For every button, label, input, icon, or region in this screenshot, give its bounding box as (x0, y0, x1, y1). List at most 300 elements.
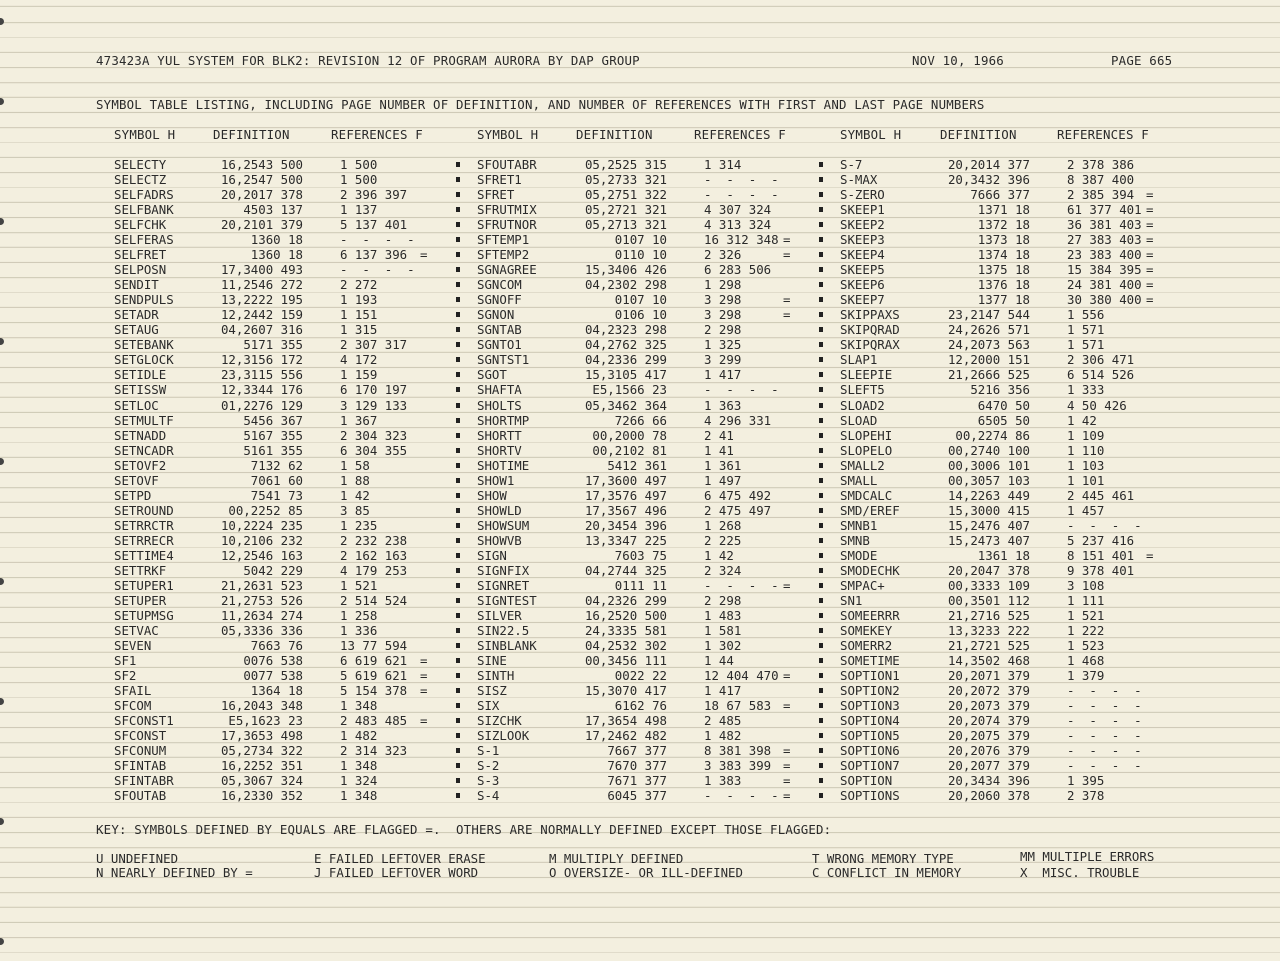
symbol-references: - - - - (1067, 683, 1142, 699)
symbol-name: SIN22.5 (477, 622, 530, 638)
listing-subtitle: SYMBOL TABLE LISTING, INCLUDING PAGE NUMBER OF DEFINITION, AND NUMBER OF REFERENCES WITH FIRST AND LAST PAGE NUMBERS (96, 97, 985, 112)
symbol-definition: 1364 18 (250, 683, 303, 699)
legend-conflict-memory: C CONFLICT IN MEMORY (812, 865, 962, 880)
symbol-references: 1 88 (340, 472, 370, 488)
symbol-name: SOPTION1 (840, 668, 900, 684)
symbol-references: 24 381 400 (1067, 277, 1142, 293)
symbol-definition: 7541 73 (250, 487, 303, 503)
table-row (0, 459, 1280, 474)
symbol-definition: 15,3070 417 (584, 683, 667, 699)
symbol-flag: = (783, 577, 791, 593)
symbol-definition: 0076 538 (243, 653, 303, 669)
symbol-definition: 12,2442 159 (220, 307, 303, 323)
symbol-definition: 20,2014 377 (947, 157, 1030, 172)
symbol-name: SETAUG (114, 322, 159, 338)
symbol-name: SFINTAB (114, 758, 167, 774)
symbol-definition: 24,3335 581 (584, 622, 667, 638)
symbol-references: 30 380 400 (1067, 292, 1142, 308)
symbol-references: 1 333 (1067, 382, 1105, 398)
table-row (0, 759, 1280, 774)
symbol-definition: 6162 76 (614, 698, 667, 714)
symbol-name: SOPTION2 (840, 683, 900, 699)
symbol-references: 2 385 394 (1067, 187, 1135, 203)
symbol-definition: 7061 60 (250, 472, 303, 488)
symbol-references: 6 170 197 (340, 382, 408, 398)
table-row (0, 564, 1280, 579)
symbol-definition: 00,3057 103 (947, 472, 1030, 488)
symbol-name: SETOVF2 (114, 457, 167, 473)
symbol-name: SKEEP1 (840, 202, 885, 218)
symbol-references: - - - - (340, 232, 415, 248)
symbol-references: 1 159 (340, 367, 378, 383)
symbol-definition: E5,1566 23 (592, 382, 667, 398)
symbol-name: SETADR (114, 307, 159, 323)
col-definition-header: DEFINITION (940, 127, 1017, 142)
table-row (0, 353, 1280, 368)
symbol-references: 2 378 386 (1067, 157, 1135, 172)
symbol-references: 2 396 397 (340, 187, 408, 203)
symbol-references: 1 235 (340, 517, 378, 533)
symbol-name: SETIDLE (114, 367, 167, 383)
symbol-name: SETPD (114, 487, 152, 503)
table-row (0, 188, 1280, 203)
symbol-flag: = (1146, 187, 1154, 203)
symbol-name: SOMEKEY (840, 622, 893, 638)
symbol-references: - - - - (340, 262, 415, 278)
symbol-name: SETVAC (114, 622, 159, 638)
symbol-references: 13 77 594 (340, 638, 408, 653)
legend-multiply-defined: M MULTIPLY DEFINED (549, 851, 684, 866)
symbol-definition: 04,2744 325 (584, 562, 667, 578)
symbol-name: SINE (477, 653, 507, 669)
table-row (0, 549, 1280, 564)
symbol-references: - - - - (1067, 728, 1142, 744)
symbol-references: 1 500 (340, 172, 378, 188)
symbol-name: SETISSW (114, 382, 167, 398)
table-row (0, 383, 1280, 398)
symbol-references: 1 482 (704, 728, 742, 744)
symbol-name: SKEEP6 (840, 277, 885, 293)
symbol-flag: = (1146, 547, 1154, 563)
symbol-definition: 4503 137 (243, 202, 303, 218)
symbol-name: SKEEP3 (840, 232, 885, 248)
table-row (0, 338, 1280, 353)
symbol-name: SFAIL (114, 683, 152, 699)
symbol-definition: 1375 18 (977, 262, 1030, 278)
symbol-name: SOPTION6 (840, 743, 900, 759)
symbol-references: 16 312 348 (704, 232, 779, 248)
symbol-flag: = (1146, 202, 1154, 218)
table-row (0, 579, 1280, 594)
symbol-definition: 23,2147 544 (947, 307, 1030, 323)
symbol-name: SKIPQRAX (840, 337, 900, 353)
symbol-definition: 04,2302 298 (584, 277, 667, 293)
symbol-definition: 13,2222 195 (220, 292, 303, 308)
symbol-definition: 6505 50 (977, 412, 1030, 428)
symbol-definition: 16,2043 348 (220, 698, 303, 714)
symbol-name: SETLOC (114, 397, 159, 413)
symbol-name: SMD/EREF (840, 502, 900, 518)
symbol-name: SIZLOOK (477, 728, 530, 744)
table-row (0, 594, 1280, 609)
symbol-name: SHORTV (477, 442, 522, 458)
symbol-name: SIX (477, 698, 500, 714)
symbol-definition: 04,2532 302 (584, 638, 667, 653)
symbol-definition: 20,2060 378 (947, 788, 1030, 804)
symbol-references: 1 395 (1067, 773, 1105, 789)
symbol-references: 1 523 (1067, 638, 1105, 653)
symbol-references: 8 151 401 (1067, 547, 1135, 563)
legend-misc-trouble: X MISC. TROUBLE (1020, 865, 1140, 880)
symbol-name: SGNAGREE (477, 262, 537, 278)
legend-failed-word: J FAILED LEFTOVER WORD (314, 865, 479, 880)
symbol-name: SHAFTA (477, 382, 522, 398)
symbol-name: S-1 (477, 743, 500, 759)
symbol-definition: 6045 377 (607, 788, 667, 804)
symbol-name: SFCONUM (114, 743, 167, 759)
symbol-flag: = (783, 758, 791, 774)
symbol-references: 2 272 (340, 277, 378, 293)
symbol-name: SMPAC+ (840, 577, 885, 593)
symbol-references: 2 162 163 (340, 547, 408, 563)
symbol-definition: 6470 50 (977, 397, 1030, 413)
symbol-references: 15 384 395 (1067, 262, 1142, 278)
symbol-references: - - - - (1067, 758, 1142, 774)
table-row (0, 429, 1280, 444)
symbol-references: 1 348 (340, 758, 378, 774)
symbol-definition: 05,2733 321 (584, 172, 667, 188)
table-row (0, 519, 1280, 534)
symbol-references: 5 619 621 (340, 668, 408, 684)
symbol-name: S-3 (477, 773, 500, 789)
symbol-name: SILVER (477, 607, 522, 623)
symbol-references: 1 222 (1067, 622, 1105, 638)
symbol-definition: 04,2323 298 (584, 322, 667, 338)
symbol-flag: = (420, 683, 428, 699)
table-row (0, 684, 1280, 699)
symbol-name: SLOPELO (840, 442, 893, 458)
table-row (0, 263, 1280, 278)
symbol-definition: 20,3454 396 (584, 517, 667, 533)
symbol-name: SELFRET (114, 247, 167, 263)
symbol-name: SLOPEHI (840, 427, 893, 443)
symbol-definition: 17,3400 493 (220, 262, 303, 278)
symbol-references: 3 85 (340, 502, 370, 518)
symbol-name: SGNCOM (477, 277, 522, 293)
symbol-references: - - - - (704, 382, 779, 398)
symbol-definition: 00,2274 86 (955, 427, 1030, 443)
symbol-references: 2 41 (704, 427, 734, 443)
symbol-name: SOPTION3 (840, 698, 900, 714)
table-row (0, 308, 1280, 323)
symbol-name: SETUPMSG (114, 607, 174, 623)
table-row (0, 714, 1280, 729)
symbol-name: SHOWLD (477, 502, 522, 518)
symbol-references: 1 58 (340, 457, 370, 473)
symbol-name: SETROUND (114, 502, 174, 518)
page-number: PAGE 665 (1111, 53, 1173, 68)
symbol-definition: 05,2721 321 (584, 202, 667, 218)
symbol-definition: 20,2072 379 (947, 683, 1030, 699)
symbol-definition: 1372 18 (977, 217, 1030, 233)
symbol-references: 5 154 378 (340, 683, 408, 699)
symbol-references: 4 307 324 (704, 202, 772, 218)
report-date: NOV 10, 1966 (912, 53, 1004, 68)
table-row (0, 399, 1280, 414)
symbol-name: SIGNFIX (477, 562, 530, 578)
legend-failed-erase: E FAILED LEFTOVER ERASE (314, 851, 486, 866)
symbol-definition: 7666 377 (970, 187, 1030, 203)
legend-nearly-defined: N NEARLY DEFINED BY = (96, 865, 253, 880)
symbol-definition: 15,2476 407 (947, 517, 1030, 533)
symbol-name: SGNTST1 (477, 352, 530, 368)
symbol-name: SF2 (114, 668, 137, 684)
symbol-definition: 17,3567 496 (584, 502, 667, 518)
symbol-name: SHORTMP (477, 412, 530, 428)
symbol-definition: 14,2263 449 (947, 487, 1030, 503)
symbol-references: 6 137 396 (340, 247, 408, 263)
table-row (0, 669, 1280, 684)
table-row (0, 278, 1280, 293)
symbol-definition: 04,2607 316 (220, 322, 303, 338)
symbol-references: 4 313 324 (704, 217, 772, 233)
symbol-definition: 5216 356 (970, 382, 1030, 398)
symbol-definition: 20,2071 379 (947, 668, 1030, 684)
symbol-definition: 21,2631 523 (220, 577, 303, 593)
symbol-references: 1 42 (704, 547, 734, 563)
symbol-definition: 1374 18 (977, 247, 1030, 263)
symbol-definition: 5456 367 (243, 412, 303, 428)
symbol-references: 9 378 401 (1067, 562, 1135, 578)
symbol-name: SETNCADR (114, 442, 174, 458)
symbol-definition: 20,2017 378 (220, 187, 303, 203)
symbol-definition: 16,2547 500 (220, 172, 303, 188)
symbol-flag: = (783, 743, 791, 759)
symbol-flag: = (1146, 232, 1154, 248)
symbol-definition: 00,2740 100 (947, 442, 1030, 458)
symbol-name: SFTEMP1 (477, 232, 530, 248)
symbol-definition: 0107 10 (614, 292, 667, 308)
symbol-name: SETGLOCK (114, 352, 174, 368)
symbol-references: 2 475 497 (704, 502, 772, 518)
table-row (0, 609, 1280, 624)
symbol-references: 3 129 133 (340, 397, 408, 413)
symbol-definition: 20,3432 396 (947, 172, 1030, 188)
symbol-references: 1 483 (704, 607, 742, 623)
col-symbol-header: SYMBOL H (114, 127, 176, 142)
legend-wrong-memory: T WRONG MEMORY TYPE (812, 851, 954, 866)
symbol-name: SHOWVB (477, 532, 522, 548)
symbol-definition: 05,3336 336 (220, 622, 303, 638)
symbol-name: SGNTO1 (477, 337, 522, 353)
symbol-references: 12 404 470 (704, 668, 779, 684)
symbol-name: SEVEN (114, 638, 152, 653)
symbol-definition: 10,2224 235 (220, 517, 303, 533)
symbol-references: 1 383 (704, 773, 742, 789)
symbol-name: SISZ (477, 683, 507, 699)
symbol-name: S-MAX (840, 172, 878, 188)
symbol-references: 2 298 (704, 322, 742, 338)
symbol-name: SELFADRS (114, 187, 174, 203)
symbol-name: SF1 (114, 653, 137, 669)
symbol-name: SMODE (840, 547, 878, 563)
symbol-references: 61 377 401 (1067, 202, 1142, 218)
symbol-references: 1 110 (1067, 442, 1105, 458)
symbol-definition: 04,2762 325 (584, 337, 667, 353)
table-row (0, 218, 1280, 233)
symbol-definition: 05,2734 322 (220, 743, 303, 759)
symbol-references: 1 581 (704, 622, 742, 638)
symbol-name: SFCONST (114, 728, 167, 744)
symbol-definition: 0110 10 (614, 247, 667, 263)
symbol-definition: 7670 377 (607, 758, 667, 774)
col-symbol-header: SYMBOL H (477, 127, 539, 142)
symbol-name: SELFBANK (114, 202, 174, 218)
symbol-definition: 10,2106 232 (220, 532, 303, 548)
symbol-name: SHORTT (477, 427, 522, 443)
symbol-references: 1 379 (1067, 668, 1105, 684)
symbol-name: SMDCALC (840, 487, 893, 503)
symbol-definition: 1376 18 (977, 277, 1030, 293)
symbol-name: SFINTABR (114, 773, 174, 789)
symbol-references: 1 571 (1067, 322, 1105, 338)
symbol-name: SETTIME4 (114, 547, 174, 563)
symbol-definition: 0107 10 (614, 232, 667, 248)
symbol-definition: 16,2520 500 (584, 607, 667, 623)
symbol-references: 1 521 (340, 577, 378, 593)
symbol-references: - - - - (1067, 517, 1142, 533)
symbol-references: 4 50 426 (1067, 397, 1127, 413)
symbol-references: 1 556 (1067, 307, 1105, 323)
symbol-references: 1 497 (704, 472, 742, 488)
symbol-references: 1 324 (340, 773, 378, 789)
symbol-references: 1 137 (340, 202, 378, 218)
symbol-name: SFRUTMIX (477, 202, 537, 218)
symbol-references: 2 298 (704, 592, 742, 608)
table-row (0, 774, 1280, 789)
symbol-name: SOPTION5 (840, 728, 900, 744)
symbol-references: 2 304 323 (340, 427, 408, 443)
symbol-references: 6 475 492 (704, 487, 772, 503)
symbol-name: SOMERR2 (840, 638, 893, 653)
symbol-definition: 0022 22 (614, 668, 667, 684)
symbol-references: 1 315 (340, 322, 378, 338)
symbol-references: 6 514 526 (1067, 367, 1135, 383)
symbol-definition: 20,2075 379 (947, 728, 1030, 744)
symbol-references: 1 348 (340, 698, 378, 714)
symbol-name: SGNON (477, 307, 515, 323)
symbol-definition: 14,3502 468 (947, 653, 1030, 669)
symbol-references: 1 500 (340, 157, 378, 172)
symbol-references: 1 44 (704, 653, 734, 669)
symbol-flag: = (783, 292, 791, 308)
symbol-flag: = (783, 773, 791, 789)
symbol-references: 2 483 485 (340, 713, 408, 729)
symbol-definition: 0106 10 (614, 307, 667, 323)
symbol-references: - - - - (704, 187, 779, 203)
symbol-name: SETRRECR (114, 532, 174, 548)
symbol-references: 1 302 (704, 638, 742, 653)
symbol-name: SOPTION7 (840, 758, 900, 774)
symbol-references: 1 361 (704, 457, 742, 473)
symbol-flag: = (420, 668, 428, 684)
symbol-flag: = (783, 232, 791, 248)
symbol-definition: 17,3600 497 (584, 472, 667, 488)
symbol-definition: 20,3434 396 (947, 773, 1030, 789)
symbol-definition: 7266 66 (614, 412, 667, 428)
table-row (0, 173, 1280, 188)
symbol-name: SETUPER1 (114, 577, 174, 593)
symbol-name: SKIPQRAD (840, 322, 900, 338)
symbol-definition: 24,2626 571 (947, 322, 1030, 338)
symbol-references: 1 41 (704, 442, 734, 458)
table-row (0, 654, 1280, 669)
symbol-definition: 23,3115 556 (220, 367, 303, 383)
symbol-references: 1 109 (1067, 427, 1105, 443)
symbol-definition: 00,2102 81 (592, 442, 667, 458)
table-row (0, 729, 1280, 744)
symbol-definition: 12,2000 151 (947, 352, 1030, 368)
symbol-name: SELECTZ (114, 172, 167, 188)
symbol-definition: 17,3654 498 (584, 713, 667, 729)
symbol-definition: 1361 18 (977, 547, 1030, 563)
symbol-references: 5 237 416 (1067, 532, 1135, 548)
symbol-references: 2 314 323 (340, 743, 408, 759)
symbol-name: S-2 (477, 758, 500, 774)
symbol-name: SINTH (477, 668, 515, 684)
symbol-definition: 7667 377 (607, 743, 667, 759)
symbol-name: SLOAD (840, 412, 878, 428)
symbol-name: SGNOFF (477, 292, 522, 308)
symbol-definition: 15,3000 415 (947, 502, 1030, 518)
symbol-name: SMALL (840, 472, 878, 488)
symbol-definition: 01,2276 129 (220, 397, 303, 413)
table-row (0, 504, 1280, 519)
symbol-definition: 7663 76 (250, 638, 303, 653)
symbol-references: - - - - (1067, 743, 1142, 759)
symbol-name: SIGN (477, 547, 507, 563)
symbol-name: SIZCHK (477, 713, 522, 729)
symbol-name: SLEFT5 (840, 382, 885, 398)
report-title: 473423A YUL SYSTEM FOR BLK2: REVISION 12 OF PROGRAM AURORA BY DAP GROUP (96, 53, 640, 68)
symbol-references: 1 417 (704, 683, 742, 699)
symbol-name: S-ZERO (840, 187, 885, 203)
symbol-name: S-4 (477, 788, 500, 804)
symbol-definition: 15,2473 407 (947, 532, 1030, 548)
symbol-references: 3 383 399 (704, 758, 772, 774)
symbol-name: SMNB1 (840, 517, 878, 533)
symbol-name: SOMEERRR (840, 607, 900, 623)
symbol-flag: = (783, 307, 791, 323)
symbol-definition: 05,3067 324 (220, 773, 303, 789)
symbol-definition: 20,2076 379 (947, 743, 1030, 759)
symbol-name: SHOTIME (477, 457, 530, 473)
symbol-references: 1 571 (1067, 337, 1105, 353)
symbol-definition: 5042 229 (243, 562, 303, 578)
symbol-name: SMALL2 (840, 457, 885, 473)
symbol-definition: 21,2666 525 (947, 367, 1030, 383)
symbol-references: 1 298 (704, 277, 742, 293)
symbol-references: 3 298 (704, 307, 742, 323)
symbol-definition: 00,3501 112 (947, 592, 1030, 608)
symbol-references: 1 367 (340, 412, 378, 428)
symbol-name: SOPTION (840, 773, 893, 789)
symbol-flag: = (783, 788, 791, 804)
symbol-references: 2 326 (704, 247, 742, 263)
symbol-name: SMODECHK (840, 562, 900, 578)
symbol-references: 1 363 (704, 397, 742, 413)
symbol-name: SKIPPAXS (840, 307, 900, 323)
